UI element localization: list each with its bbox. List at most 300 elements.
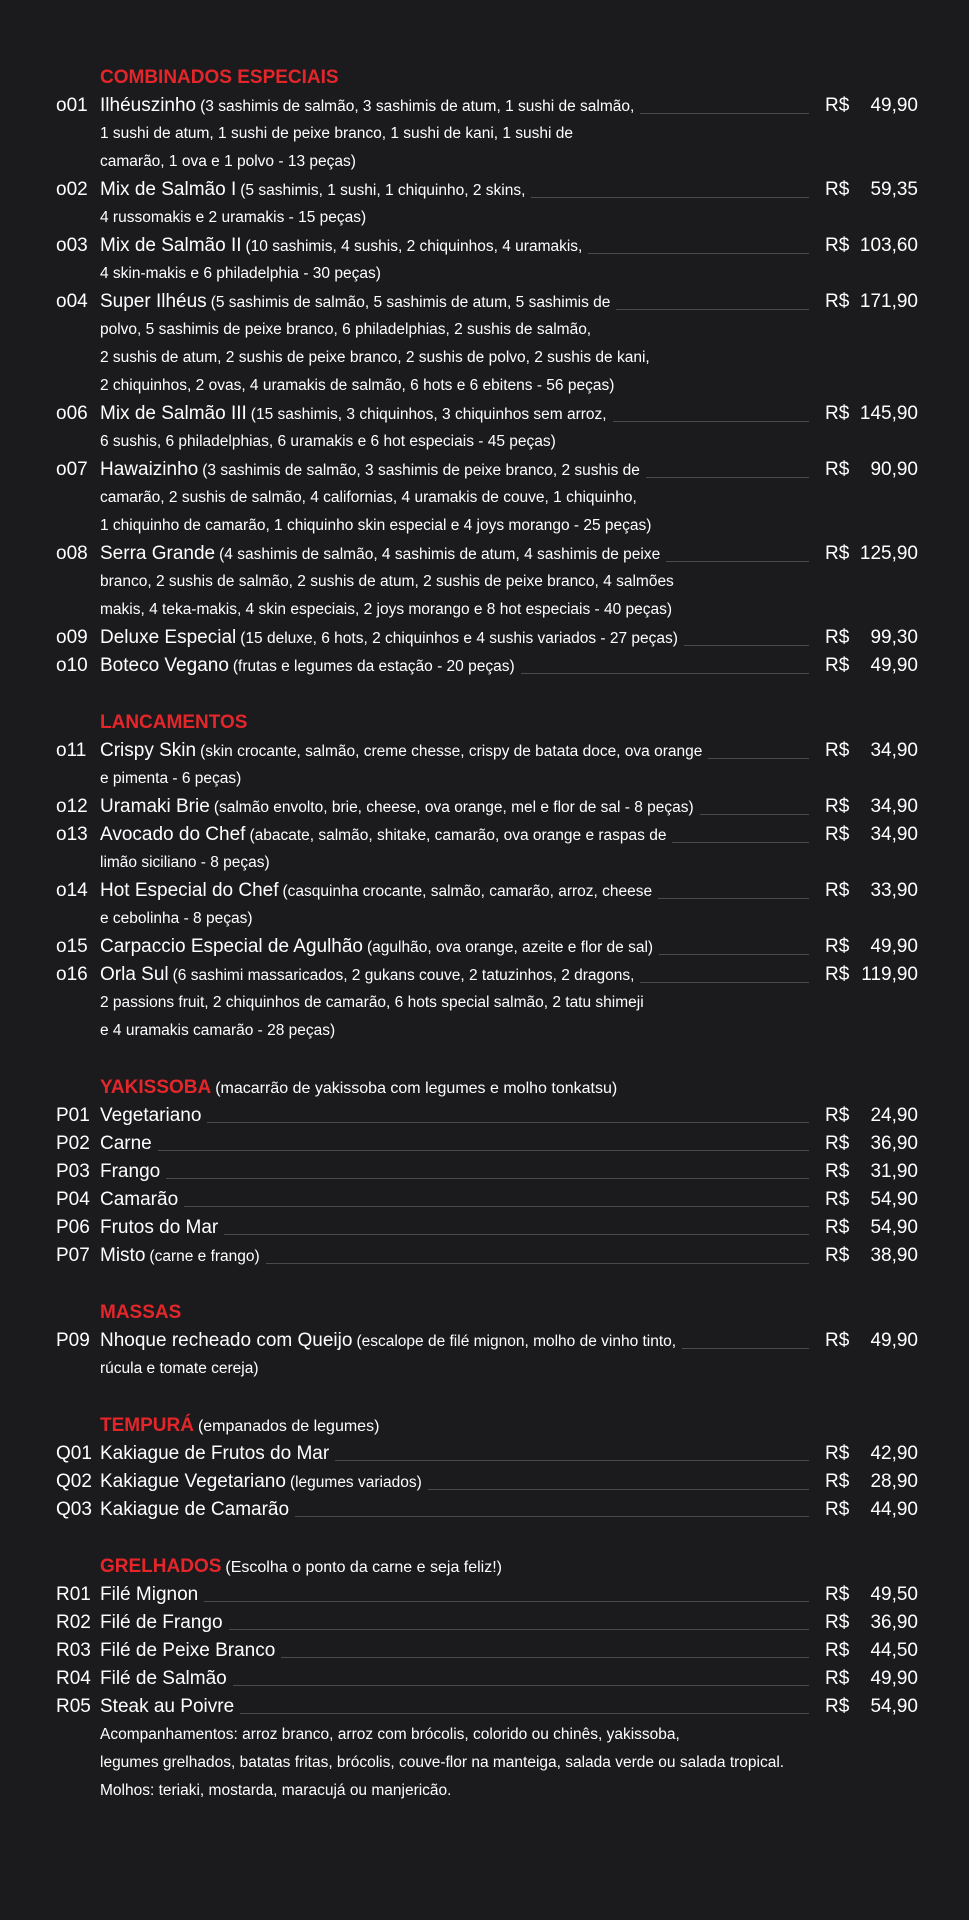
item-price: 171,90 [859,291,918,312]
menu-item [0,624,969,652]
dotted-leader [295,1515,809,1517]
item-code: o01 [56,95,88,116]
menu-item [0,1609,969,1637]
item-name: Hot Especial do Chef [100,880,279,901]
item-price: 33,90 [870,880,918,901]
item-code: P07 [56,1245,90,1266]
item-code: P09 [56,1330,90,1351]
dotted-leader [646,476,809,478]
item-line [0,1440,969,1468]
item-description-continued: rúcula e tomate cereja) [100,1360,259,1377]
menu-section [0,1074,969,1270]
item-description-continued: e pimenta - 6 peças) [100,770,242,787]
item-description-line [0,1355,969,1383]
price-currency: R$ [825,796,850,817]
item-text [100,1242,809,1271]
section-title: LANCAMENTOS [100,712,248,733]
price-currency: R$ [825,1217,850,1238]
item-line [0,176,969,204]
item-price: 31,90 [870,1161,918,1182]
price-currency: R$ [825,1161,850,1182]
item-name: Carne [100,1133,152,1154]
item-description: (frutas e legumes da estação - 20 peças) [232,658,515,675]
item-price: 49,90 [870,936,918,957]
menu-section [0,64,969,680]
item-name: Serra Grande [100,543,216,564]
item-name: Mix de Salmão III [100,403,247,424]
price-currency: R$ [825,1105,850,1126]
menu-item [0,540,969,624]
menu-item [0,1637,969,1665]
price-currency: R$ [825,1612,850,1633]
section-header [100,1412,969,1440]
item-code: R03 [56,1640,91,1661]
item-description-continued: limão siciliano - 8 peças) [100,854,270,871]
item-code: o15 [56,936,88,957]
item-text [100,232,809,261]
item-price: 145,90 [859,403,918,424]
price-currency: R$ [825,964,850,985]
dotted-leader [184,1205,809,1207]
menu-item [0,1158,969,1186]
item-description: (3 sashimis de salmão, 3 sashimis de atum, 1 sushi de salmão, [200,98,635,115]
item-text [100,288,809,317]
price-currency: R$ [825,936,850,957]
item-name: Mix de Salmão II [100,235,242,256]
note-line: Acompanhamentos: arroz branco, arroz com brócolis, colorido ou chinês, yakissoba, [100,1726,680,1743]
item-price: 44,50 [870,1640,918,1661]
item-description-line [0,1017,969,1045]
item-name: Kakiague de Frutos do Mar [100,1443,330,1464]
item-line [0,652,969,680]
item-name: Filé de Frango [100,1612,223,1633]
item-price: 28,90 [870,1471,918,1492]
dotted-leader [613,420,809,422]
item-price: 49,90 [870,95,918,116]
section-header [100,1299,969,1327]
item-description: (15 deluxe, 6 hots, 2 chiquinhos e 4 sushis variados - 27 peças) [240,630,678,647]
price-currency: R$ [825,1471,850,1492]
item-code: o04 [56,291,88,312]
menu-item [0,1242,969,1270]
dotted-leader [240,1712,809,1714]
item-text [100,1440,809,1468]
item-name: Vegetariano [100,1105,202,1126]
menu-item [0,1327,969,1383]
dotted-leader [659,953,809,955]
item-text [100,92,809,121]
item-name: Mix de Salmão I [100,179,237,200]
item-price: 44,90 [870,1499,918,1520]
item-line [0,1130,969,1158]
item-description-continued: 4 skin-makis e 6 philadelphia - 30 peças) [100,265,381,282]
item-description-continued: 6 sushis, 6 philadelphias, 6 uramakis e 6 hot especiais - 45 peças) [100,433,556,450]
item-line [0,821,969,849]
item-name: Frutos do Mar [100,1217,219,1238]
item-text [100,400,809,429]
item-text [100,176,809,205]
menu-item [0,232,969,288]
item-code: P02 [56,1133,90,1154]
section-header [100,1074,969,1102]
item-code: o07 [56,459,88,480]
dotted-leader [682,1347,809,1349]
item-description-line [0,849,969,877]
dotted-leader [224,1233,809,1235]
item-code: o03 [56,235,88,256]
item-name: Frango [100,1161,161,1182]
item-description-continued: branco, 2 sushis de salmão, 2 sushis de atum, 2 sushis de peixe branco, 4 salmões [100,573,674,590]
dotted-leader [616,308,809,310]
item-text [100,1130,809,1158]
price-currency: R$ [825,459,850,480]
item-description-continued: makis, 4 teka-makis, 4 skin especiais, 2 joys morango e 8 hot especiais - 40 peças) [100,601,673,618]
item-text [100,652,809,681]
item-line [0,456,969,484]
item-line [0,1665,969,1693]
dotted-leader [335,1459,809,1461]
price-currency: R$ [825,1640,850,1661]
item-text [100,1214,809,1242]
menu-item [0,1665,969,1693]
item-name: Avocado do Chef [100,824,246,845]
dotted-leader [204,1600,809,1602]
menu-section [0,709,969,1045]
menu-item [0,400,969,456]
item-text [100,1158,809,1186]
item-price: 103,60 [859,235,918,256]
item-description-line [0,344,969,372]
price-currency: R$ [825,179,850,200]
dotted-leader [521,672,809,674]
price-currency: R$ [825,543,850,564]
item-line [0,1581,969,1609]
menu-item [0,933,969,961]
item-code: o06 [56,403,88,424]
menu-section [0,1299,969,1383]
item-code: o11 [56,740,87,761]
item-code: o08 [56,543,88,564]
menu-item [0,821,969,877]
item-text [100,1468,809,1497]
item-name: Deluxe Especial [100,627,237,648]
menu [0,64,969,1834]
item-description: (legumes variados) [289,1474,422,1491]
dotted-leader [531,196,809,198]
item-name: Filé de Salmão [100,1668,227,1689]
item-description: (skin crocante, salmão, creme chesse, crispy de batata doce, ova orange [200,743,703,760]
item-price: 36,90 [870,1133,918,1154]
dotted-leader [281,1656,809,1658]
item-name: Filé Mignon [100,1584,199,1605]
section-header [100,709,969,737]
item-description-continued: 2 sushis de atum, 2 sushis de peixe branco, 2 sushis de polvo, 2 sushis de kani, [100,349,650,366]
item-code: o13 [56,824,88,845]
item-line [0,1468,969,1496]
item-description-line [0,484,969,512]
item-text [100,961,809,990]
price-currency: R$ [825,655,850,676]
section-notes [100,1721,969,1805]
item-price: 34,90 [870,824,918,845]
dotted-leader [672,841,809,843]
item-line [0,877,969,905]
dotted-leader [266,1262,809,1264]
item-name: Filé de Peixe Branco [100,1640,276,1661]
item-description-line [0,428,969,456]
menu-item [0,176,969,232]
menu-item [0,1440,969,1468]
item-text [100,1665,809,1693]
item-code: R02 [56,1612,91,1633]
item-line [0,1186,969,1214]
price-currency: R$ [825,403,850,424]
item-price: 24,90 [870,1105,918,1126]
item-price: 54,90 [870,1696,918,1717]
menu-item [0,793,969,821]
item-line [0,1496,969,1524]
menu-item [0,877,969,933]
item-description-line [0,316,969,344]
item-price: 49,90 [870,1668,918,1689]
item-description-continued: 1 sushi de atum, 1 sushi de peixe branco, 1 sushi de kani, 1 sushi de [100,125,574,142]
item-description-continued: polvo, 5 sashimis de peixe branco, 6 philadelphias, 2 sushis de salmão, [100,321,592,338]
item-price: 59,35 [870,179,918,200]
dotted-leader [658,897,809,899]
item-line [0,1637,969,1665]
section-subtitle: (macarrão de yakissoba com legumes e molho tonkatsu) [215,1080,618,1097]
item-line [0,540,969,568]
item-text [100,1186,809,1214]
section-title: MASSAS [100,1302,182,1323]
item-name: Boteco Vegano [100,655,229,676]
item-description: (4 sashimis de salmão, 4 sashimis de atum, 4 sashimis de peixe [219,546,661,563]
item-code: R04 [56,1668,91,1689]
item-name: Camarão [100,1189,179,1210]
price-currency: R$ [825,1189,850,1210]
item-description-continued: 2 passions fruit, 2 chiquinhos de camarão, 6 hots special salmão, 2 tatu shimeji [100,994,644,1011]
item-description-continued: 1 chiquinho de camarão, 1 chiquinho skin especial e 4 joys morango - 25 peças) [100,517,652,534]
item-text [100,1637,809,1665]
item-price: 38,90 [870,1245,918,1266]
menu-item [0,1468,969,1496]
note-line: Molhos: teriaki, mostarda, maracujá ou manjericão. [100,1782,452,1799]
item-line [0,1693,969,1721]
dotted-leader [158,1149,809,1151]
section-header [100,1553,969,1581]
price-currency: R$ [825,95,850,116]
item-code: o09 [56,627,88,648]
item-price: 119,90 [861,964,918,985]
item-code: o16 [56,964,88,985]
item-text [100,1609,809,1637]
item-price: 49,50 [870,1584,918,1605]
item-description-line [0,372,969,400]
item-description: (agulhão, ova orange, azeite e flor de sal) [367,939,654,956]
dotted-leader [166,1177,809,1179]
item-line [0,624,969,652]
price-currency: R$ [825,880,850,901]
item-line [0,400,969,428]
item-price: 54,90 [870,1217,918,1238]
item-code: R01 [56,1584,91,1605]
item-code: R05 [56,1696,91,1717]
item-description-line [0,596,969,624]
item-line [0,1327,969,1355]
item-line [0,793,969,821]
dotted-leader [207,1121,809,1123]
menu-section [0,1553,969,1805]
section-title: TEMPURÁ [100,1415,194,1436]
menu-item [0,1102,969,1130]
menu-item [0,92,969,176]
item-name: Orla Sul [100,964,169,985]
dotted-leader [588,252,809,254]
item-price: 54,90 [870,1189,918,1210]
item-description: (15 sashimis, 3 chiquinhos, 3 chiquinhos sem arroz, [250,406,607,423]
item-description-line [0,148,969,176]
item-line [0,1214,969,1242]
item-text [100,456,809,485]
item-name: Super Ilhéus [100,291,207,312]
note-line: legumes grelhados, batatas fritas, brócolis, couve-flor na manteiga, salada verde ou salada tropical. [100,1754,785,1771]
menu-item [0,1693,969,1721]
item-line [0,1102,969,1130]
item-name: Kakiague de Camarão [100,1499,290,1520]
item-text [100,877,809,906]
dotted-leader [428,1488,809,1490]
dotted-leader [666,560,809,562]
item-code: o10 [56,655,88,676]
item-description: (5 sashimis de salmão, 5 sashimis de atum, 5 sashimis de [210,294,611,311]
price-currency: R$ [825,1696,850,1717]
item-code: Q02 [56,1471,92,1492]
menu-section [0,1412,969,1524]
menu-item [0,1581,969,1609]
item-price: 34,90 [870,740,918,761]
item-code: P01 [56,1105,90,1126]
price-currency: R$ [825,1245,850,1266]
item-name: Ilhéuszinho [100,95,197,116]
item-description-line [0,260,969,288]
item-name: Steak au Poivre [100,1696,235,1717]
item-text [100,540,809,569]
menu-item [0,456,969,540]
item-name: Carpaccio Especial de Agulhão [100,936,364,957]
item-line [0,92,969,120]
item-description: (salmão envolto, brie, cheese, ova orange, mel e flor de sal - 8 peças) [213,799,694,816]
item-description-continued: camarão, 1 ova e 1 polvo - 13 peças) [100,153,356,170]
dotted-leader [684,644,809,646]
item-description-line [0,120,969,148]
item-code: Q01 [56,1443,92,1464]
item-text [100,1327,809,1356]
item-text [100,933,809,962]
item-line [0,1158,969,1186]
item-code: P04 [56,1189,90,1210]
price-currency: R$ [825,824,850,845]
item-description-continued: camarão, 2 sushis de salmão, 4 californias, 4 uramakis de couve, 1 chiquinho, [100,489,637,506]
item-description: (5 sashimis, 1 sushi, 1 chiquinho, 2 skins, [240,182,526,199]
item-price: 125,90 [859,543,918,564]
section-header [100,64,969,92]
section-subtitle: (Escolha o ponto da carne e seja feliz!) [225,1559,503,1576]
item-description-line [0,905,969,933]
menu-item [0,652,969,680]
item-text [100,624,809,653]
item-name: Misto [100,1245,146,1266]
item-text [100,1496,809,1524]
item-description-line [0,512,969,540]
menu-item [0,737,969,793]
item-code: o02 [56,179,88,200]
menu-item [0,288,969,400]
menu-item [0,961,969,1045]
item-price: 42,90 [870,1443,918,1464]
item-description-continued: e 4 uramakis camarão - 28 peças) [100,1022,336,1039]
dotted-leader [708,757,809,759]
section-title: COMBINADOS ESPECIAIS [100,67,339,88]
item-description-line [0,989,969,1017]
item-text [100,1693,809,1721]
item-price: 49,90 [870,655,918,676]
price-currency: R$ [825,1499,850,1520]
item-text [100,1581,809,1609]
price-currency: R$ [825,235,850,256]
dotted-leader [233,1684,809,1686]
item-description: (casquinha crocante, salmão, camarão, arroz, cheese [282,883,653,900]
item-description-continued: 4 russomakis e 2 uramakis - 15 peças) [100,209,367,226]
item-line [0,933,969,961]
item-code: o12 [56,796,88,817]
item-line [0,232,969,260]
item-name: Kakiague Vegetariano [100,1471,286,1492]
item-price: 99,30 [870,627,918,648]
item-description-line [0,765,969,793]
item-description-continued: e cebolinha - 8 peças) [100,910,253,927]
item-text [100,1102,809,1130]
item-text [100,793,809,822]
price-currency: R$ [825,1133,850,1154]
menu-item [0,1496,969,1524]
item-line [0,961,969,989]
item-text [100,737,809,766]
item-description: (3 sashimis de salmão, 3 sashimis de peixe branco, 2 sushis de [202,462,640,479]
menu-item [0,1214,969,1242]
dotted-leader [640,981,809,983]
item-price: 90,90 [870,459,918,480]
item-code: P06 [56,1217,90,1238]
item-price: 34,90 [870,796,918,817]
price-currency: R$ [825,627,850,648]
price-currency: R$ [825,1584,850,1605]
item-price: 36,90 [870,1612,918,1633]
item-text [100,821,809,850]
item-name: Crispy Skin [100,740,197,761]
menu-item [0,1186,969,1214]
section-subtitle: (empanados de legumes) [197,1418,380,1435]
item-description-line [0,568,969,596]
item-line [0,737,969,765]
price-currency: R$ [825,1330,850,1351]
item-name: Nhoque recheado com Queijo [100,1330,353,1351]
item-line [0,1609,969,1637]
item-code: o14 [56,880,88,901]
item-price: 49,90 [870,1330,918,1351]
dotted-leader [700,813,809,815]
dotted-leader [229,1628,809,1630]
item-name: Uramaki Brie [100,796,210,817]
